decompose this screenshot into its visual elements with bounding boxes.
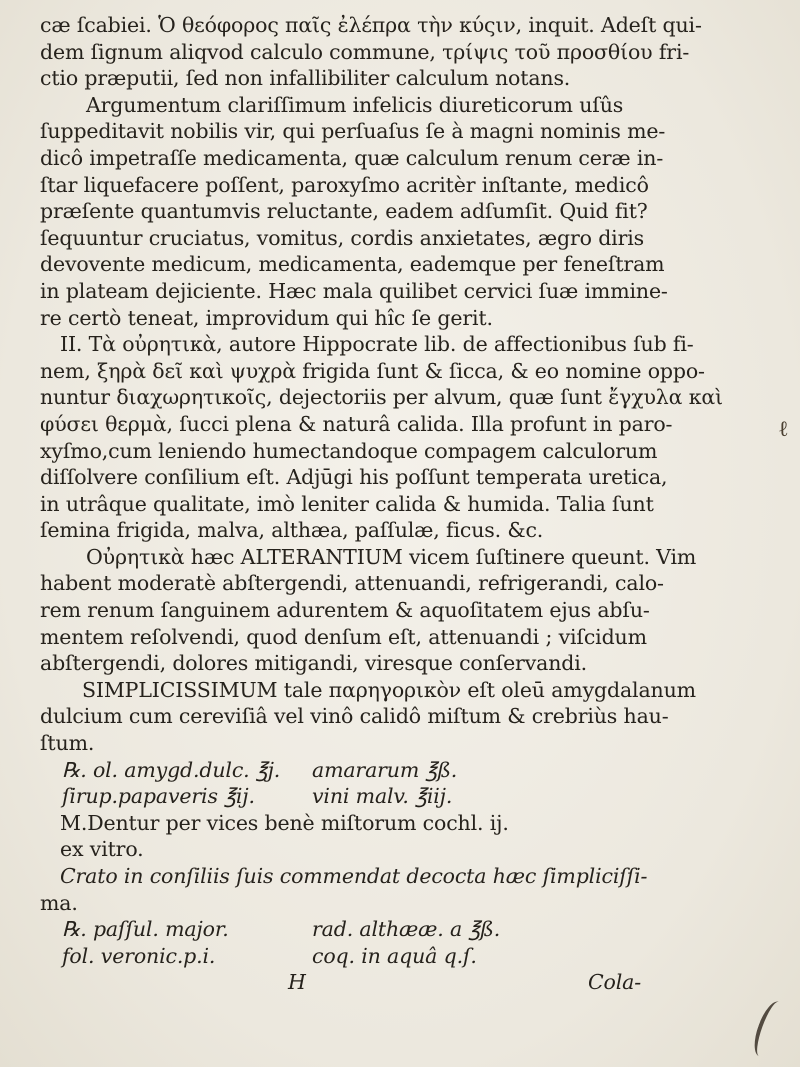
text-line: cæ ſcabiei. Ὁ θεόφορος παῖς ἐλέπρα τὴν κύςιν, inquit. Adeſt qui- — [40, 13, 702, 37]
text-line: φύσει θερμὰ, ſucci plena & naturâ calida. Illa profunt in paro- — [40, 411, 673, 436]
recipe-row — [40, 783, 760, 810]
text-line: diſſolvere conſilium eſt. Adjūgi his poſſunt temperata uretica, — [40, 465, 668, 490]
text-line: Οὐρητικὰ hæc ALTERANTIUM vicem ſuſtinere queunt. Vim — [86, 544, 697, 569]
margin-mark: ℓ — [778, 417, 789, 442]
text-line: xyſmo,cum leniendo humectandoque compagem calculorum — [40, 438, 658, 463]
recipe-ingredient: coq. in aquâ q.ſ. — [312, 943, 477, 968]
text-line: dicô impetraſſe medicamenta, quæ calculum renum ceræ in- — [40, 145, 664, 170]
recipe-row — [40, 943, 760, 970]
text-line: ſtar liquefacere poſſent, paroxyſmo acritèr inſtante, medicô — [40, 172, 649, 197]
ink-blot — [749, 998, 790, 1060]
text-line: in utrâque qualitate, imò leniter calida & humida. Talia ſunt — [40, 491, 654, 516]
text-line: ma. — [40, 890, 78, 915]
recipe-ingredient: fol. veronic.p.i. — [62, 943, 216, 968]
text-line: in plateam dejiciente. Hæc mala quilibet cervici ſuæ immine- — [40, 278, 668, 303]
signature-mark: H — [288, 970, 306, 995]
text-line: dem ſignum aliqvod calculo commune, τρίψις τοῦ προσθίου fri- — [40, 39, 690, 64]
text-line: SIMPLICISSIMUM tale παρηγορικὸν eſt oleū amygdalanum — [82, 677, 696, 702]
recipe-ingredient: ſirup.papaveris ℥ij. — [62, 784, 255, 809]
catchword: Cola- — [588, 970, 641, 995]
text-line: habent moderatè abſtergendi, attenuandi, refrigerandi, calo- — [40, 571, 664, 596]
section-heading: II. Τὰ οὐρητικὰ, autore Hippocrate lib. de affectionibus ſub fi- — [60, 332, 694, 357]
text-line: dulcium cum cereviſiâ vel vinô calidô miſtum & crebriùs hau- — [40, 704, 669, 729]
recipe-instruction: ex vitro. — [60, 837, 144, 862]
recipe-row — [40, 757, 760, 784]
recipe-ingredient: ℞. paſſul. major. — [62, 917, 229, 942]
text-line: nuntur διαχωρητικοῖς, dejectoriis per alvum, quæ ſunt ἔγχυλα καὶ — [40, 385, 723, 410]
recipe-row — [40, 916, 760, 943]
page-text — [40, 12, 760, 996]
recipe-instruction: M.Dentur per vices benè miſtorum cochl. ij. — [60, 810, 509, 835]
text-line: Crato in conſiliis ſuis commendat decocta hæc ſimpliciſſi- — [60, 864, 648, 888]
text-line: re certò teneat, improvidum qui hîc ſe gerit. — [40, 305, 493, 330]
recipe-ingredient: vini malv. ℥iij. — [312, 784, 453, 809]
text-line: nem, ξηρὰ δεῖ καὶ ψυχρὰ frigida ſunt & ſicca, & eo nomine oppo- — [40, 358, 705, 383]
text-line: abſtergendi, dolores mitigandi, viresque conſervandi. — [40, 651, 588, 676]
text-line: Argumentum clariſſimum infelicis diureticorum uſûs — [86, 92, 624, 117]
recipe-ingredient: rad. althææ. a ℥ß. — [312, 917, 501, 942]
page-footer — [40, 969, 760, 996]
text-line: mentem reſolvendi, quod denſum eſt, attenuandi ; viſcidum — [40, 624, 647, 649]
text-line: ſtum. — [40, 731, 95, 756]
text-line: præſente quantumvis reluctante, eadem adſumſit. Quid fit? — [40, 199, 648, 224]
recipe-ingredient: amararum ℥ß. — [312, 757, 458, 782]
text-line: ſemina frigida, malva, althæa, paſſulæ, ficus. &c. — [40, 518, 544, 543]
text-line: rem renum ſanguinem adurentem & aquoſitatem ejus abſu- — [40, 598, 650, 623]
recipe-ingredient: ℞. ol. amygd.dulc. ℥j. — [62, 757, 281, 782]
text-line: ctio præputii, ſed non infallibiliter calculum notans. — [40, 66, 571, 91]
text-line: ſuppeditavit nobilis vir, qui perſuaſus ſe à magni nominis me- — [40, 119, 666, 144]
text-line: devovente medicum, medicamenta, eademque per feneſtram — [40, 252, 665, 277]
text-line: ſequuntur cruciatus, vomitus, cordis anxietates, ægro diris — [40, 225, 645, 250]
